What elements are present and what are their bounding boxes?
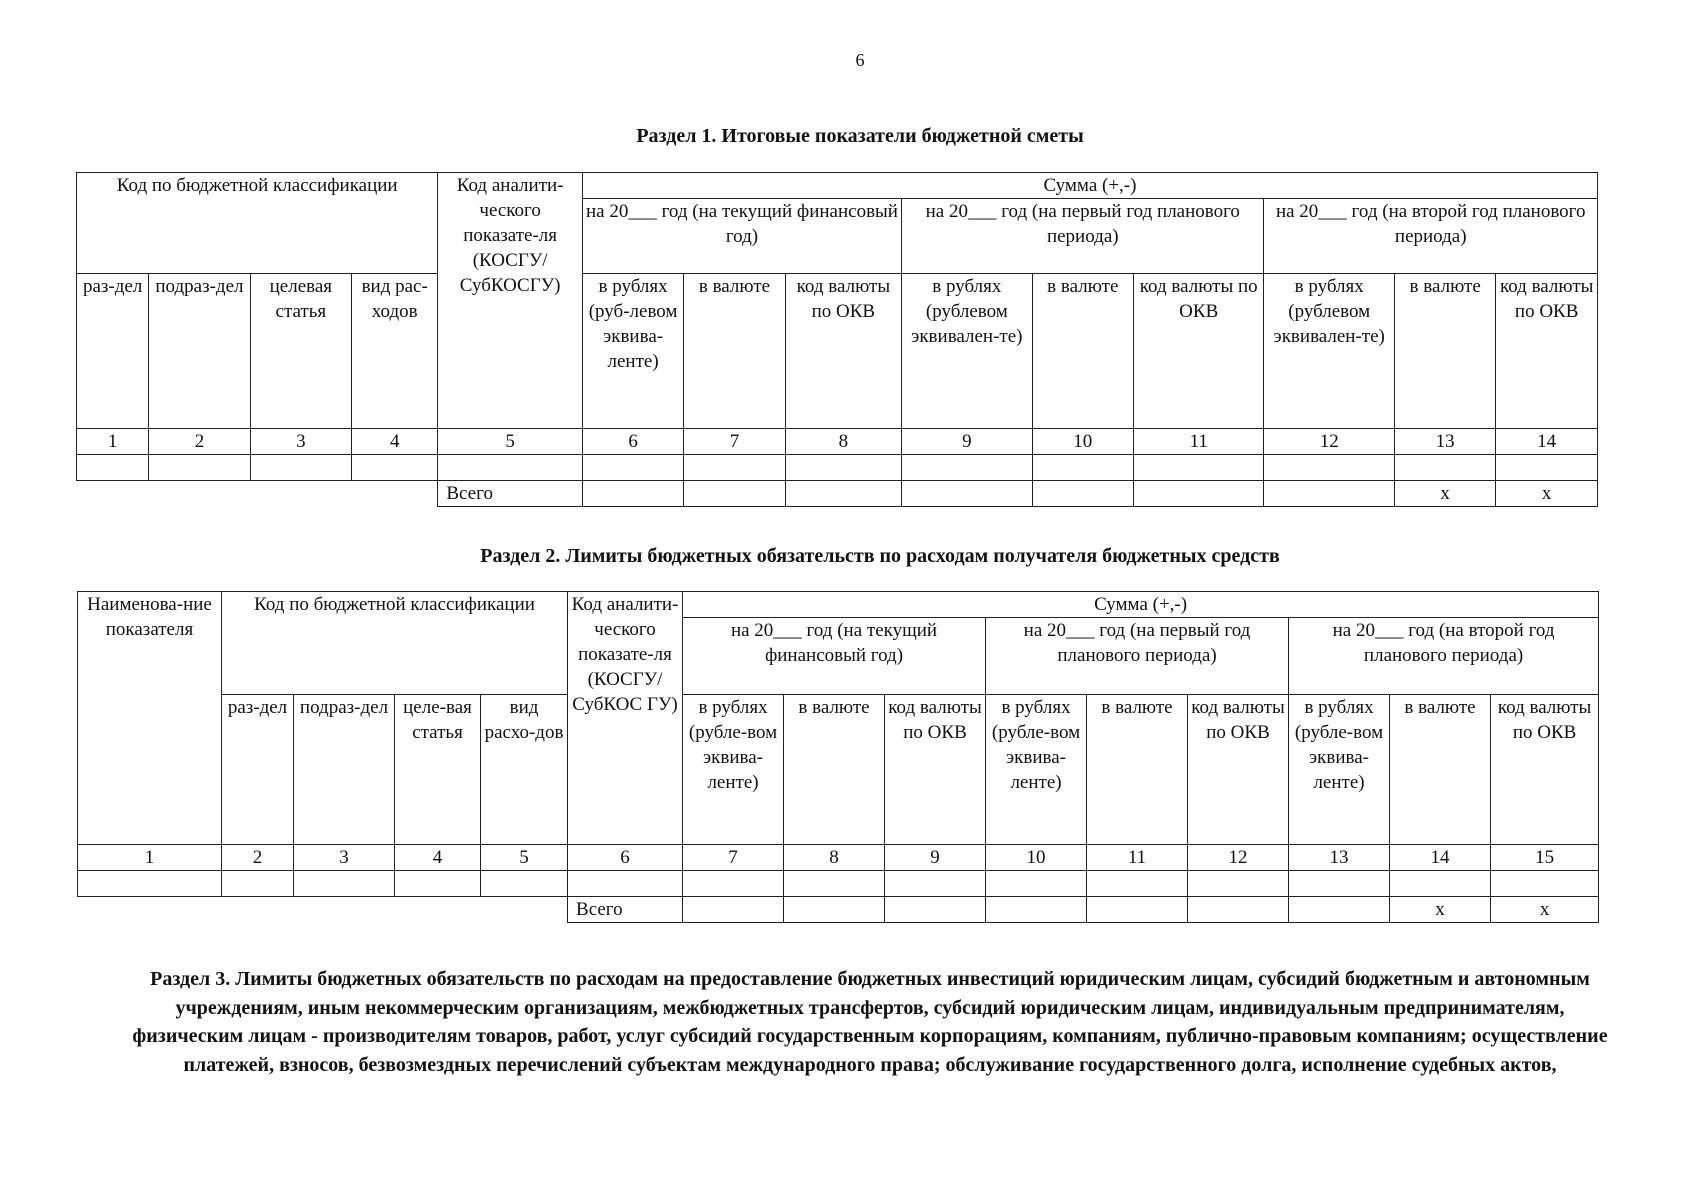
header-analytic-code: Код аналити-ческого показате-ля (КОСГУ/ СубКОС ГУ) [568, 592, 683, 845]
column-number: 6 [582, 429, 683, 455]
table-cell [1032, 481, 1133, 507]
table-cell [1133, 481, 1264, 507]
col-okv-first: код валюты по ОКВ [1133, 274, 1264, 429]
column-number: 1 [78, 845, 222, 871]
section-1-title: Раздел 1. Итоговые показатели бюджетной сметы [636, 125, 1084, 147]
budget-obligation-limits-table [77, 591, 1599, 923]
column-number: 3 [294, 845, 395, 871]
table-cell [683, 871, 784, 897]
table-cell [785, 481, 901, 507]
table-cell [683, 897, 784, 923]
x-mark: x [1394, 481, 1495, 507]
table-cell [684, 455, 785, 481]
column-number: 12 [1188, 845, 1289, 871]
blank-area [77, 481, 438, 507]
col-target-article: целе-вая статья [395, 695, 481, 845]
column-number: 9 [902, 429, 1033, 455]
table-cell [1496, 455, 1598, 481]
table-cell [1188, 871, 1289, 897]
table-cell [568, 871, 683, 897]
column-number: 11 [1087, 845, 1188, 871]
table-cell [395, 871, 481, 897]
table-cell [986, 871, 1087, 897]
table-cell [885, 871, 986, 897]
table-row-empty [78, 871, 1599, 897]
col-expense-type: вид рас-ходов [352, 274, 438, 429]
header-sum: Сумма (+,-) [582, 173, 1597, 199]
column-number: 10 [986, 845, 1087, 871]
col-currency-first: в валюте [1032, 274, 1133, 429]
table-cell [1491, 871, 1599, 897]
table-row-empty [77, 455, 1598, 481]
col-currency-current: в валюте [784, 695, 885, 845]
table-cell [1390, 871, 1491, 897]
col-rub-current: в рублях (руб-левом эквива-ленте) [582, 274, 683, 429]
column-number: 8 [784, 845, 885, 871]
table-cell [1087, 871, 1188, 897]
total-row [77, 481, 1598, 507]
col-podrazdel: подраз-дел [294, 695, 395, 845]
x-mark: x [1390, 897, 1491, 923]
table-cell [1087, 897, 1188, 923]
blank-area [78, 897, 568, 923]
header-year-second: на 20___ год (на второй год планового периода) [1264, 199, 1598, 274]
col-okv-second: код валюты по ОКВ [1491, 695, 1599, 845]
table-cell [885, 897, 986, 923]
table-cell [582, 455, 683, 481]
table-cell [78, 871, 222, 897]
table-cell [149, 455, 250, 481]
column-number: 13 [1289, 845, 1390, 871]
table-cell [902, 455, 1033, 481]
header-analytic-code: Код аналити-ческого показате-ля (КОСГУ/ СубКОСГУ) [438, 173, 583, 429]
header-year-current: на 20___ год (на текущий финансовый год) [582, 199, 901, 274]
column-number: 14 [1390, 845, 1491, 871]
budget-estimate-totals-table [76, 172, 1598, 507]
column-number: 12 [1264, 429, 1395, 455]
col-currency-current: в валюте [684, 274, 785, 429]
table-cell [77, 455, 149, 481]
col-rub-first: в рублях (рублевом эквивален-те) [902, 274, 1033, 429]
column-number: 10 [1032, 429, 1133, 455]
col-currency-second: в валюте [1390, 695, 1491, 845]
header-year-current: на 20___ год (на текущий финансовый год) [683, 618, 986, 695]
total-label: Всего [568, 897, 683, 923]
col-podrazdel: подраз-дел [149, 274, 250, 429]
table-cell [1188, 897, 1289, 923]
x-mark: x [1491, 897, 1599, 923]
col-rub-second: в рублях (рубле-вом эквива-ленте) [1289, 695, 1390, 845]
table-cell [986, 897, 1087, 923]
col-rub-first: в рублях (рубле-вом эквива-ленте) [986, 695, 1087, 845]
column-number: 4 [352, 429, 438, 455]
column-number: 5 [481, 845, 568, 871]
column-number: 3 [250, 429, 351, 455]
col-okv-first: код валюты по ОКВ [1188, 695, 1289, 845]
table-cell [1264, 481, 1395, 507]
table-cell [222, 871, 294, 897]
col-rub-current: в рублях (рубле-вом эквива-ленте) [683, 695, 784, 845]
column-number: 7 [683, 845, 784, 871]
table-cell [250, 455, 351, 481]
column-number: 9 [885, 845, 986, 871]
col-razdel: раз-дел [77, 274, 149, 429]
table-cell [684, 481, 785, 507]
col-currency-second: в валюте [1394, 274, 1495, 429]
page-number: 6 [855, 50, 865, 70]
x-mark: x [1496, 481, 1598, 507]
section-3-title: Раздел 3. Лимиты бюджетных обязательств по расходам на предоставление бюджетных инвестиций юридическим лицам, субсидий бюджетным и автономным учреждениям, иным некоммерческим организациям, межбюджетных трансфертов, субсидий юридическим лицам, индивидуальным предпринимателям, физическим лицам - производителям товаров, работ, услуг субсидий государственным корпорациям, компаниям, публично-правовым компаниям; осуществление платежей, взносов, безвозмездных перечислений субъектам международного права; обслуживание государственного долга, исполнение судебных актов, [132, 968, 1608, 1076]
table-cell [481, 871, 568, 897]
table-cell [1289, 871, 1390, 897]
col-okv-current: код валюты по ОКВ [885, 695, 986, 845]
column-number: 6 [568, 845, 683, 871]
column-number: 4 [395, 845, 481, 871]
table-cell [1032, 455, 1133, 481]
col-currency-first: в валюте [1087, 695, 1188, 845]
column-number: 2 [222, 845, 294, 871]
col-rub-second: в рублях (рублевом эквивален-те) [1264, 274, 1395, 429]
column-number: 15 [1491, 845, 1599, 871]
header-year-first: на 20___ год (на первый год планового периода) [902, 199, 1264, 274]
column-number: 7 [684, 429, 785, 455]
section-2-title: Раздел 2. Лимиты бюджетных обязательств по расходам получателя бюджетных средств [480, 545, 1280, 567]
table-cell [784, 897, 885, 923]
table-cell [785, 455, 901, 481]
table-cell [352, 455, 438, 481]
column-number: 13 [1394, 429, 1495, 455]
header-sum: Сумма (+,-) [683, 592, 1599, 618]
header-budget-classification-code: Код по бюджетной классификации [222, 592, 568, 695]
total-row [78, 897, 1599, 923]
column-number: 14 [1496, 429, 1598, 455]
total-label: Всего [438, 481, 583, 507]
table-cell [582, 481, 683, 507]
column-number-row [78, 845, 1599, 871]
table-cell [784, 871, 885, 897]
table-cell [1264, 455, 1395, 481]
column-number: 5 [438, 429, 583, 455]
column-number: 2 [149, 429, 250, 455]
table-cell [1289, 897, 1390, 923]
table-cell [1133, 455, 1264, 481]
column-number-row [77, 429, 1598, 455]
column-number: 11 [1133, 429, 1264, 455]
header-year-second: на 20___ год (на второй год планового периода) [1289, 618, 1599, 695]
table-cell [1394, 455, 1495, 481]
col-expense-type: вид расхо-дов [481, 695, 568, 845]
table-cell [902, 481, 1033, 507]
header-budget-classification-code: Код по бюджетной классификации [77, 173, 438, 274]
header-indicator-name: Наименова-ние показателя [78, 592, 222, 845]
table-cell [438, 455, 583, 481]
col-okv-second: код валюты по ОКВ [1496, 274, 1598, 429]
column-number: 1 [77, 429, 149, 455]
column-number: 8 [785, 429, 901, 455]
col-razdel: раз-дел [222, 695, 294, 845]
header-year-first: на 20___ год (на первый год планового периода) [986, 618, 1289, 695]
col-okv-current: код валюты по ОКВ [785, 274, 901, 429]
col-target-article: целевая статья [250, 274, 351, 429]
table-cell [294, 871, 395, 897]
